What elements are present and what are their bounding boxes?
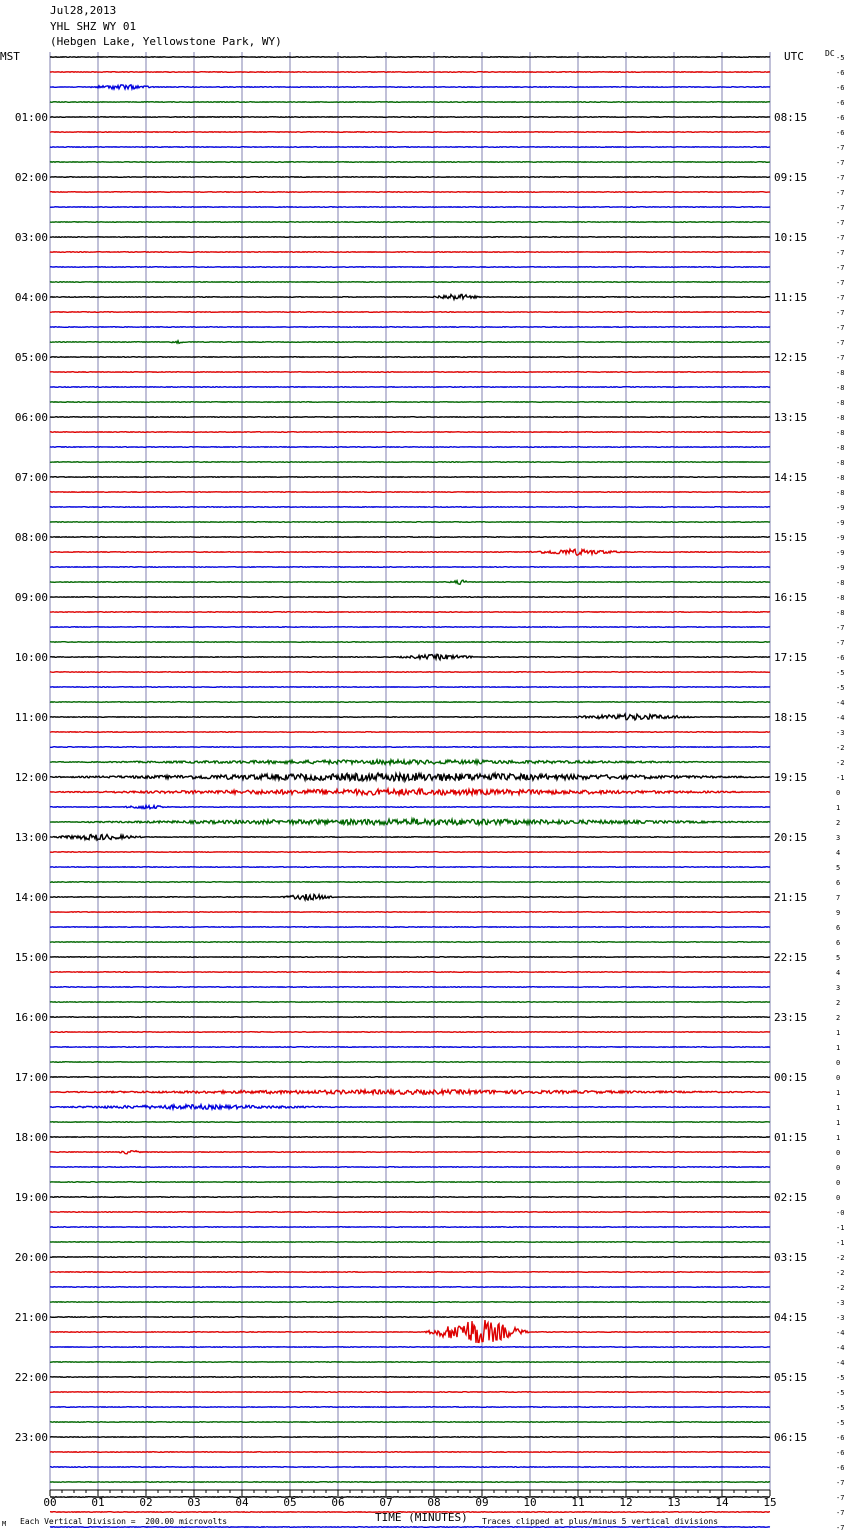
x-tick-label: 02 (139, 1496, 153, 1509)
x-tick-label: 06 (331, 1496, 345, 1509)
trace-row (50, 627, 770, 628)
trace-row (50, 852, 770, 853)
dc-offset-label: -7 (836, 189, 845, 197)
trace-row (50, 1077, 770, 1078)
trace-row (50, 57, 770, 58)
right-hour-label: 09:15 (774, 171, 808, 184)
x-tick-label: 05 (283, 1496, 297, 1509)
trace-row (50, 805, 770, 808)
trace-row (50, 835, 770, 841)
trace-row (50, 1272, 770, 1273)
dc-offset-label: -7 (836, 249, 845, 257)
dc-offset-label: -7 (836, 1509, 845, 1517)
dc-offset-label: -5 (836, 1389, 845, 1397)
dc-offset-label: -6 (836, 654, 845, 662)
dc-offset-label: -6 (836, 84, 845, 92)
trace-row (50, 162, 770, 163)
dc-offset-label: 1 (836, 1089, 841, 1097)
dc-offset-label: -6 (836, 69, 845, 77)
dc-offset-label: -7 (836, 624, 845, 632)
right-hour-label: 03:15 (774, 1251, 808, 1264)
dc-offset-label: -6 (836, 114, 845, 122)
trace-row (50, 1302, 770, 1303)
dc-offset-label: -7 (836, 1479, 845, 1487)
dc-offset-label: -6 (836, 1434, 845, 1442)
trace-row (50, 417, 770, 418)
trace-row (50, 972, 770, 973)
trace-row (50, 327, 770, 328)
dc-offset-label: -5 (836, 54, 845, 62)
left-hour-label: 21:00 (14, 1311, 48, 1324)
x-tick-label: 10 (523, 1496, 537, 1509)
left-hour-label: 10:00 (14, 651, 48, 664)
trace-row (50, 1437, 770, 1438)
trace-row (50, 1317, 770, 1318)
trace-row (50, 1257, 770, 1258)
trace-row (50, 295, 770, 300)
location-label: (Hebgen Lake, Yellowstone Park, WY) (50, 35, 282, 48)
dc-offset-label: -1 (836, 1239, 845, 1247)
left-hour-label: 20:00 (14, 1251, 48, 1264)
x-tick-label: 08 (427, 1496, 441, 1509)
trace-row (50, 1017, 770, 1018)
dc-offset-label: 4 (836, 969, 841, 977)
x-axis-title: TIME (MINUTES) (375, 1511, 468, 1524)
trace-row (50, 1497, 770, 1498)
left-hour-label: 07:00 (14, 471, 48, 484)
dc-offset-label: 1 (836, 1104, 841, 1112)
left-hour-label: 02:00 (14, 171, 48, 184)
dc-offset-label: 6 (836, 879, 841, 887)
dc-offset-label: -4 (836, 714, 845, 722)
left-hour-label: 06:00 (14, 411, 48, 424)
trace-row (50, 642, 770, 643)
trace-row (50, 222, 770, 223)
dc-offset-label: 1 (836, 1134, 841, 1142)
trace-row (50, 567, 770, 568)
x-tick-label: 01 (91, 1496, 105, 1509)
right-hour-label: 06:15 (774, 1431, 808, 1444)
trace-row (50, 117, 770, 118)
left-hour-label: 08:00 (14, 531, 48, 544)
left-hour-label: 04:00 (14, 291, 48, 304)
trace-row (50, 549, 770, 555)
trace-row (50, 1105, 770, 1109)
right-hour-label: 10:15 (774, 231, 808, 244)
trace-row (50, 1047, 770, 1048)
trace-row (50, 312, 770, 313)
trace-row (50, 773, 770, 781)
trace-row (50, 957, 770, 958)
left-hour-label: 11:00 (14, 711, 48, 724)
dc-offset-label: -9 (836, 564, 845, 572)
trace-row (50, 702, 770, 703)
trace-row (50, 492, 770, 493)
trace-row (50, 1467, 770, 1468)
dc-offset-label: -8 (836, 369, 845, 377)
trace-row (50, 237, 770, 238)
dc-offset-label: -3 (836, 1314, 845, 1322)
dc-offset-label: 0 (836, 1059, 841, 1067)
trace-row (50, 1122, 770, 1123)
trace-row (50, 477, 770, 478)
dc-offset-label: -5 (836, 1404, 845, 1412)
dc-offset-label: -2 (836, 1269, 845, 1277)
right-hour-label: 21:15 (774, 891, 808, 904)
trace-row (50, 1212, 770, 1213)
trace-row (50, 1197, 770, 1198)
clip-note: Traces clipped at plus/minus 5 vertical divisions (482, 1517, 719, 1526)
dc-offset-label: -7 (836, 309, 845, 317)
trace-row (50, 912, 770, 913)
dc-offset-label: -2 (836, 1284, 845, 1292)
trace-row (50, 580, 770, 584)
right-hour-label: 08:15 (774, 111, 808, 124)
dc-offset-label: 1 (836, 1044, 841, 1052)
trace-row (50, 1062, 770, 1063)
left-hour-label: 12:00 (14, 771, 48, 784)
right-hour-label: 12:15 (774, 351, 808, 364)
dc-offset-label: 0 (836, 1074, 841, 1082)
dc-offset-label: -4 (836, 1344, 845, 1352)
trace-row (50, 1422, 770, 1423)
right-hour-label: 14:15 (774, 471, 808, 484)
trace-row (50, 1032, 770, 1033)
dc-offset-label: -0 (836, 1209, 845, 1217)
dc-offset-label: -5 (836, 669, 845, 677)
trace-row (50, 1242, 770, 1243)
trace-row (50, 1392, 770, 1393)
left-hour-label: 18:00 (14, 1131, 48, 1144)
trace-row (50, 612, 770, 613)
dc-offset-label: 9 (836, 909, 841, 917)
dc-offset-label: -2 (836, 1254, 845, 1262)
trace-row (50, 687, 770, 688)
trace-row (50, 537, 770, 538)
x-tick-label: 12 (619, 1496, 633, 1509)
right-hour-label: 16:15 (774, 591, 808, 604)
dc-offset-label: -1 (836, 774, 845, 782)
dc-offset-label: 4 (836, 849, 841, 857)
right-hour-label: 23:15 (774, 1011, 808, 1024)
dc-offset-label: -6 (836, 99, 845, 107)
trace-row (50, 1227, 770, 1228)
dc-offset-label: 7 (836, 894, 841, 902)
trace-row (50, 147, 770, 148)
left-hour-label: 09:00 (14, 591, 48, 604)
dc-offset-label: 3 (836, 834, 841, 842)
dc-offset-label: -4 (836, 1359, 845, 1367)
trace-row (50, 789, 770, 795)
right-hour-label: 15:15 (774, 531, 808, 544)
right-hour-label: 19:15 (774, 771, 808, 784)
trace-row (50, 462, 770, 463)
dc-offset-label: -8 (836, 474, 845, 482)
dc-offset-label: -8 (836, 489, 845, 497)
trace-row (50, 1287, 770, 1288)
dc-offset-label: 5 (836, 864, 841, 872)
trace-row (50, 282, 770, 283)
dc-offset-label: -7 (836, 279, 845, 287)
trace-row (50, 1482, 770, 1483)
x-tick-label: 03 (187, 1496, 201, 1509)
trace-row (50, 942, 770, 943)
trace-row (50, 1002, 770, 1003)
trace-row (50, 987, 770, 988)
trace-row (50, 507, 770, 508)
trace-row (50, 357, 770, 358)
trace-row (50, 1377, 770, 1378)
right-hour-label: 00:15 (774, 1071, 808, 1084)
dc-offset-label: -7 (836, 174, 845, 182)
trace-row (50, 447, 770, 448)
dc-offset-label: -5 (836, 684, 845, 692)
left-hour-label: 16:00 (14, 1011, 48, 1024)
trace-row (50, 402, 770, 403)
trace-row (50, 132, 770, 133)
dc-offset-label: -9 (836, 534, 845, 542)
right-hour-label: 01:15 (774, 1131, 808, 1144)
right-hour-label: 20:15 (774, 831, 808, 844)
trace-row (50, 819, 770, 825)
trace-row (50, 927, 770, 928)
left-hour-label: 23:00 (14, 1431, 48, 1444)
dc-offset-label: 5 (836, 954, 841, 962)
dc-offset-label: -4 (836, 1329, 845, 1337)
dc-offset-label: 1 (836, 804, 841, 812)
trace-row (50, 1151, 770, 1154)
dc-offset-label: -6 (836, 129, 845, 137)
date-label: Jul28,2013 (50, 4, 117, 17)
dc-offset-label: -1 (836, 1224, 845, 1232)
dc-offset-label: -7 (836, 234, 845, 242)
dc-offset-label: -7 (836, 324, 845, 332)
trace-row (50, 1347, 770, 1348)
dc-offset-label: -8 (836, 399, 845, 407)
x-tick-label: 07 (379, 1496, 393, 1509)
dc-offset-label: -7 (836, 639, 845, 647)
dc-offset-label: -7 (836, 219, 845, 227)
trace-row (50, 372, 770, 373)
dc-offset-label: -9 (836, 504, 845, 512)
x-tick-label: 11 (571, 1496, 585, 1509)
dc-offset-label: -9 (836, 549, 845, 557)
dc-offset-label: -8 (836, 414, 845, 422)
dc-offset-label: -7 (836, 1524, 845, 1532)
trace-row (50, 432, 770, 433)
dc-offset-label: -8 (836, 579, 845, 587)
trace-row (50, 72, 770, 73)
trace-row (50, 341, 770, 344)
dc-offset-label: -7 (836, 264, 845, 272)
dc-offset-label: 0 (836, 1164, 841, 1172)
trace-row (50, 192, 770, 193)
dc-offset-label: -8 (836, 609, 845, 617)
right-hour-label: 17:15 (774, 651, 808, 664)
dc-offset-label: 1 (836, 1119, 841, 1127)
left-timezone-label: MST (0, 50, 20, 63)
dc-offset-label: -7 (836, 159, 845, 167)
dc-offset-label: -9 (836, 519, 845, 527)
trace-row (50, 1182, 770, 1183)
x-tick-label: 09 (475, 1496, 489, 1509)
x-tick-label: 14 (715, 1496, 729, 1509)
trace-row (50, 387, 770, 388)
dc-offset-label: 0 (836, 1149, 841, 1157)
trace-row (50, 1362, 770, 1363)
dc-offset-label: -3 (836, 1299, 845, 1307)
dc-offset-label: -2 (836, 759, 845, 767)
corner-mark: M (2, 1520, 7, 1528)
right-hour-label: 18:15 (774, 711, 808, 724)
trace-row (50, 522, 770, 523)
dc-offset-label: 3 (836, 984, 841, 992)
trace-row (50, 267, 770, 268)
dc-offset-label: 6 (836, 939, 841, 947)
dc-offset-label: -3 (836, 729, 845, 737)
trace-row (50, 102, 770, 103)
dc-offset-label: -7 (836, 1494, 845, 1502)
dc-offset-label: -7 (836, 204, 845, 212)
trace-row (50, 1407, 770, 1408)
right-hour-label: 13:15 (774, 411, 808, 424)
dc-offset-label: -5 (836, 1374, 845, 1382)
trace-row (50, 654, 770, 659)
left-hour-label: 03:00 (14, 231, 48, 244)
trace-row (50, 882, 770, 883)
right-hour-label: 11:15 (774, 291, 808, 304)
dc-offset-label: -6 (836, 1449, 845, 1457)
trace-row (50, 867, 770, 868)
left-hour-label: 01:00 (14, 111, 48, 124)
trace-row (50, 1320, 770, 1343)
left-hour-label: 19:00 (14, 1191, 48, 1204)
x-tick-label: 15 (763, 1496, 777, 1509)
trace-row (50, 85, 770, 89)
dc-offset-label: -7 (836, 339, 845, 347)
scale-note: Each Vertical Division = 200.00 microvolts (20, 1517, 228, 1526)
right-timezone-label: UTC (784, 50, 804, 63)
x-tick-label: 13 (667, 1496, 681, 1509)
dc-offset-label: -7 (836, 354, 845, 362)
dc-offset-label: 1 (836, 1029, 841, 1037)
left-hour-label: 22:00 (14, 1371, 48, 1384)
dc-offset-label: 2 (836, 999, 841, 1007)
trace-row (50, 207, 770, 208)
dc-offset-label: -8 (836, 384, 845, 392)
trace-row (50, 714, 770, 720)
right-hour-label: 02:15 (774, 1191, 808, 1204)
station-label: YHL SHZ WY 01 (50, 20, 137, 33)
right-hour-label: 04:15 (774, 1311, 808, 1324)
trace-row (50, 252, 770, 253)
dc-offset-label: -2 (836, 744, 845, 752)
left-hour-label: 15:00 (14, 951, 48, 964)
dc-offset-label: 0 (836, 1194, 841, 1202)
left-hour-label: 14:00 (14, 891, 48, 904)
trace-row (50, 894, 770, 900)
dc-offset-label: 6 (836, 924, 841, 932)
trace-row (50, 1167, 770, 1168)
trace-row (50, 1137, 770, 1138)
dc-label: DC (825, 49, 835, 58)
dc-offset-label: -7 (836, 144, 845, 152)
trace-row (50, 1452, 770, 1453)
dc-offset-label: -8 (836, 429, 845, 437)
dc-offset-label: -7 (836, 294, 845, 302)
right-hour-label: 22:15 (774, 951, 808, 964)
trace-row (50, 1090, 770, 1095)
dc-offset-label: -6 (836, 1464, 845, 1472)
dc-offset-label: -8 (836, 594, 845, 602)
trace-row (50, 732, 770, 733)
trace-row (50, 177, 770, 178)
right-hour-label: 05:15 (774, 1371, 808, 1384)
trace-row (50, 672, 770, 673)
trace-row (50, 747, 770, 748)
x-tick-label: 00 (43, 1496, 57, 1509)
left-hour-label: 17:00 (14, 1071, 48, 1084)
dc-offset-label: 2 (836, 1014, 841, 1022)
x-tick-label: 04 (235, 1496, 249, 1509)
dc-offset-label: -4 (836, 699, 845, 707)
left-hour-label: 05:00 (14, 351, 48, 364)
left-hour-label: 13:00 (14, 831, 48, 844)
dc-offset-label: -8 (836, 459, 845, 467)
dc-offset-label: 0 (836, 789, 841, 797)
dc-offset-label: 2 (836, 819, 841, 827)
dc-offset-label: -8 (836, 444, 845, 452)
trace-row (50, 597, 770, 598)
trace-row (50, 760, 770, 764)
dc-offset-label: 0 (836, 1179, 841, 1187)
dc-offset-label: -5 (836, 1419, 845, 1427)
